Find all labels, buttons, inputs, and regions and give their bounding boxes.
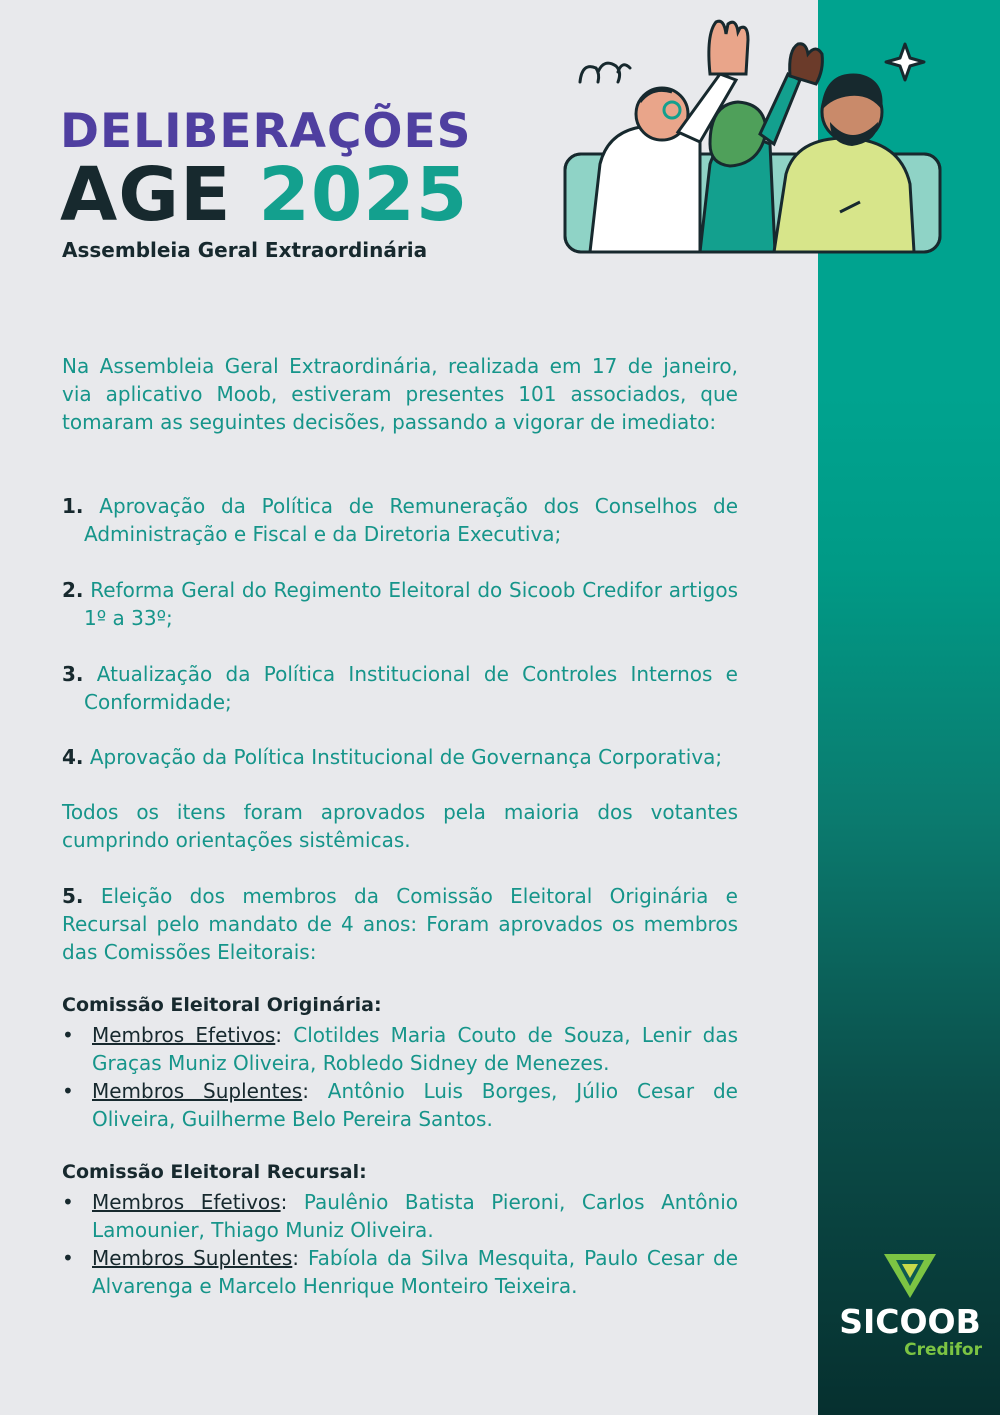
colon: : xyxy=(292,1246,300,1270)
list-item xyxy=(62,492,738,548)
bullet-icon: • xyxy=(62,1023,74,1047)
people-high-five-illustration xyxy=(560,14,944,258)
members-names: Fabíola da Silva Mesquita, Paulo Cesar de Alvarenga e Marcelo Henrique Monteiro Teixeira. xyxy=(92,1246,738,1298)
list-item xyxy=(62,1077,738,1133)
bullet-icon: • xyxy=(62,1190,74,1214)
list-item xyxy=(62,660,738,716)
members-label: Membros Suplentes xyxy=(92,1246,293,1270)
commission-heading: Comissão Eleitoral Recursal: xyxy=(62,1161,367,1183)
item-text: Reforma Geral do Regimento Eleitoral do Sicoob Credifor artigos 1º a 33º; xyxy=(83,578,738,630)
item-number: 3. xyxy=(62,662,84,686)
title-deliberacoes: DELIBERAÇÕES xyxy=(60,104,472,159)
item-number: 2. xyxy=(62,578,84,602)
sparkle-icon xyxy=(886,44,924,80)
bullet-icon: • xyxy=(62,1079,74,1103)
logo-brand: SICOOB xyxy=(839,1302,981,1341)
members-label: Membros Efetivos xyxy=(92,1023,276,1047)
title-year: 2025 xyxy=(258,152,469,238)
sicoob-logo xyxy=(830,1250,990,1360)
item-text: Aprovação da Política de Remuneração dos Conselhos de Administração e Fiscal e da Diretoria Executiva; xyxy=(83,494,738,546)
members-label: Membros Efetivos xyxy=(92,1190,281,1214)
subtitle: Assembleia Geral Extraordinária xyxy=(62,238,428,262)
bullet-icon: • xyxy=(62,1246,74,1270)
list-item xyxy=(62,576,738,632)
logo-sub: Credifor xyxy=(904,1340,982,1360)
item-text: Atualização da Política Institucional de Controles Internos e Conformidade; xyxy=(83,662,738,714)
item-text: Aprovação da Política Institucional de Governança Corporativa; xyxy=(83,745,723,769)
item-text: Eleição dos membros da Comissão Eleitoral Originária e Recursal pelo mandato de 4 anos: Foram aprovados os membros das Comissões Eleitorais: xyxy=(62,884,738,964)
intro-paragraph: Na Assembleia Geral Extraordinária, realizada em 17 de janeiro, via aplicativo Moob, estiveram presentes 101 associados, que tomaram as seguintes decisões, passando a vigorar de imediato: xyxy=(62,354,738,434)
members-names: Antônio Luis Borges, Júlio Cesar de Oliveira, Guilherme Belo Pereira Santos. xyxy=(92,1079,738,1131)
list-item xyxy=(62,743,738,771)
members-names: Paulênio Batista Pieroni, Carlos Antônio Lamounier, Thiago Muniz Oliveira. xyxy=(92,1190,738,1242)
title-age: AGE xyxy=(60,152,232,238)
item-5 xyxy=(62,882,738,966)
commission-heading: Comissão Eleitoral Originária: xyxy=(62,994,382,1016)
sicoob-logo-icon xyxy=(882,1250,938,1300)
members-names: Clotildes Maria Couto de Souza, Lenir das Graças Muniz Oliveira, Robledo Sidney de Menezes. xyxy=(92,1023,738,1075)
item-number: 4. xyxy=(62,745,84,769)
summary-paragraph: Todos os itens foram aprovados pela maioria dos votantes cumprindo orientações sistêmicas. xyxy=(62,800,738,852)
item-number: 1. xyxy=(62,494,84,518)
list-item xyxy=(62,1021,738,1077)
list-item xyxy=(62,1244,738,1300)
members-label: Membros Suplentes xyxy=(92,1079,303,1103)
list-item xyxy=(62,1188,738,1244)
colon: : xyxy=(275,1023,283,1047)
title-age-2025 xyxy=(60,152,469,238)
colon: : xyxy=(280,1190,288,1214)
item-number: 5. xyxy=(62,884,84,908)
colon: : xyxy=(302,1079,309,1103)
